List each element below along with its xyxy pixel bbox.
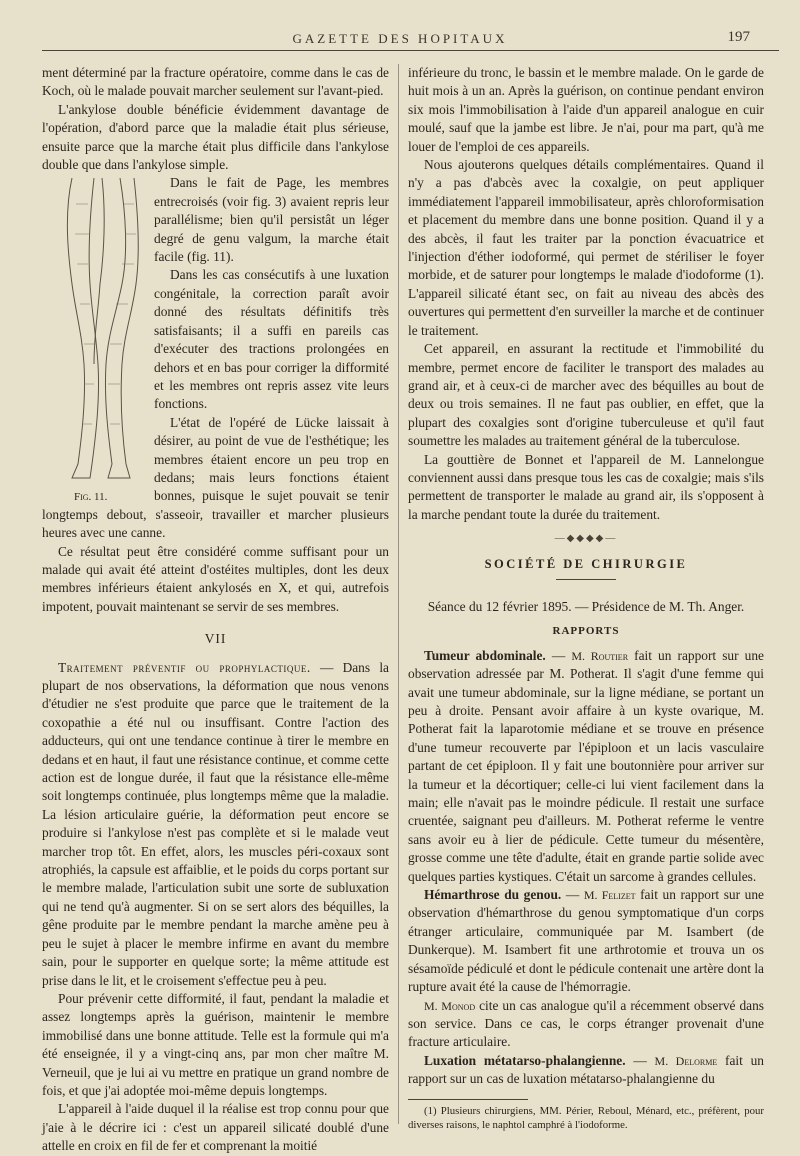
legs-illustration-icon: [42, 174, 146, 486]
paragraph: [42, 659, 389, 990]
page-header-title: GAZETTE DES HOPITAUX: [292, 31, 508, 46]
paragraph: Cet appareil, en assurant la rectitude et l'immobilité du membre, permet encore de faciliter le transport des malades au grand air, et à ceux-ci de marcher avec des béquilles au bout de deux ou trois semaines. Il ne faut pas oublier, en effet, que la plupart des coxalgies sont d'origine tuberculeuse et qu'il faut soumettre les malades au traitement général de la tuberculose.: [408, 341, 764, 449]
column-divider: [398, 64, 399, 1124]
paragraph: inférieure du tronc, le bassin et le membre malade. On le garde de huit mois à un an. Après la guérison, on continue pendant environ six mois l'immobilisation à l'aide d'un appareil analogue en cuir moulé, sauf que la jambe est libre. Je n'ai, pour ma part, qu'à me louer de l'emploi de ces appareils.: [408, 65, 764, 154]
paragraph: L'ankylose double bénéficie évidemment davantage de l'opération, d'abord parce que la maladie était plus sérieuse, ensuite parce que la marche était plus difficile dans l'ankylose double que dans l'ankylose simple.: [42, 101, 389, 173]
section-lead: Traitement préventif ou prophylactique.: [58, 659, 311, 675]
paragraph: Ce résultat peut être considéré comme suffisant pour un malade qui avait été atteint d'ostéites multiples, dont les deux membres inférieurs étaient ankylosés en X, et qui, autrefois impotent, pouvait maintenant se servir de ses membres.: [42, 543, 389, 614]
title-rule: [556, 579, 616, 580]
report-headline: Hémarthrose du genou.: [424, 887, 562, 903]
paragraph: Dans les cas consécutifs à une luxation congénitale, la correction paraît avoir donné des résultats définitifs très satisfaisants; il a suffi en pareils cas d'exécuter des tractions prolongées en dehors et en bas pour corriger la difformité et les membres ont repris assez vite leurs fonctions.: [154, 267, 389, 412]
paragraph-text: — Dans la plupart de nos observations, la déformation que nous venons d'étudier ne s'est produite que parce que le traitement de la coxopathie a été nul ou insuffisant. Contre l'action des adducteurs, qui ont une tendance continue à tirer le membre en dedans et en haut, il faut une résistance continue, et comme cette action est de longue durée, il faut que la résistance elle-même soit longtemps continuée, plus longtemps même que la maladie. La lésion articulaire guérie, la déformation peut encore se produire si l'ankylose n'est pas complète et si le malade veut marcher trop tôt. En effet, alors, les muscles péri-coxaux sont atrophiés, la capsule est affaiblie, et le poids du corps portant sur le membre malade, l'articulation subit une sorte de subluxation qui ne tend qu'à augmenter. Si on se sert alors des béquilles, la gêne produite par le membre pendant la marche amène peu à peu le sujet à placer le membre infirme en avant du membre sain, pour le supporter en quelque sorte; la même attitude est prise dans le lit, et le croisement s'effectue peu à peu.: [42, 659, 389, 988]
rapports-heading: RAPPORTS: [552, 625, 620, 638]
header-rule: [42, 50, 779, 51]
report-author: M. Delorme: [654, 1053, 718, 1068]
paragraph: La gouttière de Bonnet et l'appareil de M. Lannelongue conviennent aussi dans presque tous les cas de coxalgie; mais s'ils permettent de transporter le malade au grand air, ils s'opposent à la marche pendant toute la durée du traitement.: [408, 451, 764, 522]
session-line: Séance du 12 février 1895. — Présidence de M. Th. Anger.: [427, 598, 745, 614]
section-ornament-icon: —◆◆◆◆—: [554, 533, 618, 545]
report-luxation: Luxation métatarso-phalangienne. — M. Delorme fait un rapport sur un cas de luxation métatarso-phalangienne du: [408, 1052, 764, 1087]
report-text: fait un rapport sur une observation d'hémarthrose du genou symptomatique d'un corps étranger articulaire, communiquée par M. Isambert (de Dunkerque). M. Isambert fit une arthrotomie et trouva un os sésamoïde pédiculé et dont le pédicule contenait une artère dont la rupture avait été la cause de l'hémorragie.: [408, 887, 765, 995]
report-tumeur: Tumeur abdominale. — M. Routier fait un rapport sur une observation adressée par M. Potherat. Il s'agit d'une femme qui avait une tumeur abdominale, sur la ligne médiane, se portant un peu à droite. Pensant avoir affaire à un kyste ovarique, M. Potherat fait la laparotomie médiane et se trouve en présence d'une tumeur recouverte par l'épiploon et un lacis vasculaire partant de cet épiploon. Il y fait une boutonnière pour arriver sur la tumeur et la décortiquer; celle-ci lui vient facilement dans la main; elle n'avait pas le moindre pédicule. Il restait une surface cruentée, saignant peu d'ailleurs. M. Potherat referme le ventre sans avoir eu à lier de pédicule. Cette tumeur du mésentère, grosse comme une tête d'adulte, était en grande partie solide avec quelques parties kystiques. C'était un sarcome à grandes cellules.: [408, 647, 764, 884]
report-author: M. Felizet: [583, 888, 636, 903]
footnote: (1) Plusieurs chirurgiens, MM. Périer, Reboul, Ménard, etc., préfèrent, pour diverses raisons, le naphtol camphré à l'iodoforme.: [408, 1104, 764, 1131]
report-monod: [408, 997, 764, 1052]
report-text: fait un rapport sur une observation adressée par M. Potherat. Il s'agit d'une femme qui avait une tumeur abdominale, sur la ligne médiane, se portant un peu à droite. Pensant avoir affaire à un kyste ovarique, M. Potherat fait la laparotomie médiane et se trouve en présence d'une tumeur recouverte par l'épiploon et un lacis vasculaire partant de cet épiploon. Il y fait une boutonnière pour arriver sur la tumeur et la décortiquer; celle-ci lui vient facilement dans la main; elle n'avait pas le moindre pédicule. Il restait une surface cruentée, saignant peu d'ailleurs. M. Potherat referme le ventre sans avoir eu à lier de pédicule. Cette tumeur du mésentère, grosse comme une tête d'adulte, était en grande partie solide avec quelques parties kystiques. C'était un sarcome à grandes cellules.: [408, 647, 764, 884]
report-author: M. Routier: [571, 648, 629, 663]
report-author: M. Monod: [424, 998, 476, 1013]
report-headline: Tumeur abdominale.: [424, 647, 546, 663]
figure-11: [42, 174, 146, 504]
report-text: fait un rapport sur un cas de luxation métatarso-phalangienne du: [408, 1052, 764, 1087]
paragraph: L'appareil à l'aide duquel il la réalise est trop connu pour que j'aie à le décrire ici : c'est un appareil silicaté doublé d'une attelle en croix en fil de fer et comprenant la moitié: [42, 1101, 389, 1154]
paragraph: Nous ajouterons quelques détails complémentaires. Quand il n'y a pas d'abcès avec la coxalgie, on peut appliquer immédiatement l'appareil immobilisateur, après chloroformisation et placement du membre dans une bonne position. Quand il y a des abcès, il faut les traiter par la ponction évacuatrice et l'injection d'éther iodoformé, qui permet de stériliser le foyer morbide, et de saturer pour longtemps le malade d'iodoforme (1). L'appareil silicaté étant sec, on fait au niveau des abcès des ouvertures qui permettent d'en surveiller la marche et de continuer le traitement.: [408, 157, 764, 338]
page-number: 197: [727, 29, 750, 45]
paragraph: Pour prévenir cette difformité, il faut, pendant la maladie et assez longtemps après la guérison, maintenir le membre immobilisé dans une bonne attitude. Telle est la formule qui m'a été enseignée, il y a vingt-cinq ans, par mon cher maître M. Verneuil, que je lui ai vu mettre en pratique un grand nombre de fois, et que j'ai adoptée moi-même depuis longtemps.: [42, 990, 389, 1098]
report-headline: Luxation métatarso-phalangienne.: [424, 1052, 626, 1068]
right-column: [408, 64, 764, 1136]
paragraph: L'état de l'opéré de Lücke laissait à désirer, au point de vue de l'esthétique; les membres étaient encore un peu trop en dedans; mais leurs fonctions étaient bonnes, puisque le sujet pouvait se tenir longtemps debout, s'asseoir, travailler et marcher plusieurs heures avec une canne.: [42, 414, 389, 541]
figure-caption: Fig. 11.: [74, 491, 108, 504]
paragraph: ment déterminé par la fracture opératoire, comme dans le cas de Koch, où le malade pouvait marcher seulement sur l'avant-pied.: [42, 65, 389, 99]
paragraph: Dans le fait de Page, les membres entrecroisés (voir fig. 3) avaient repris leur parallélisme; bien qu'il persistât un léger degré de genu valgum, la marche était facile (fig. 11).: [154, 175, 389, 265]
report-hemarthrose: Hémarthrose du genou. — M. Felizet fait un rapport sur une observation d'hémarthrose du genou symptomatique d'un corps étranger articulaire, communiquée par M. Isambert (de Dunkerque). M. Isambert fit une arthrotomie et trouva un os sésamoïde pédiculé et dont le pédicule contenait une artère dont la rupture avait été la cause de l'hémorragie.: [408, 887, 765, 995]
section-number: VII: [204, 631, 227, 647]
report-text: cite un cas analogue qu'il a récemment observé dans son service. Dans ce cas, le corps étranger provenait d'une fracture articulaire.: [408, 997, 764, 1050]
footnote-rule: [408, 1099, 528, 1100]
left-column: [42, 64, 389, 1156]
society-title: SOCIÉTÉ DE CHIRURGIE: [484, 556, 688, 571]
